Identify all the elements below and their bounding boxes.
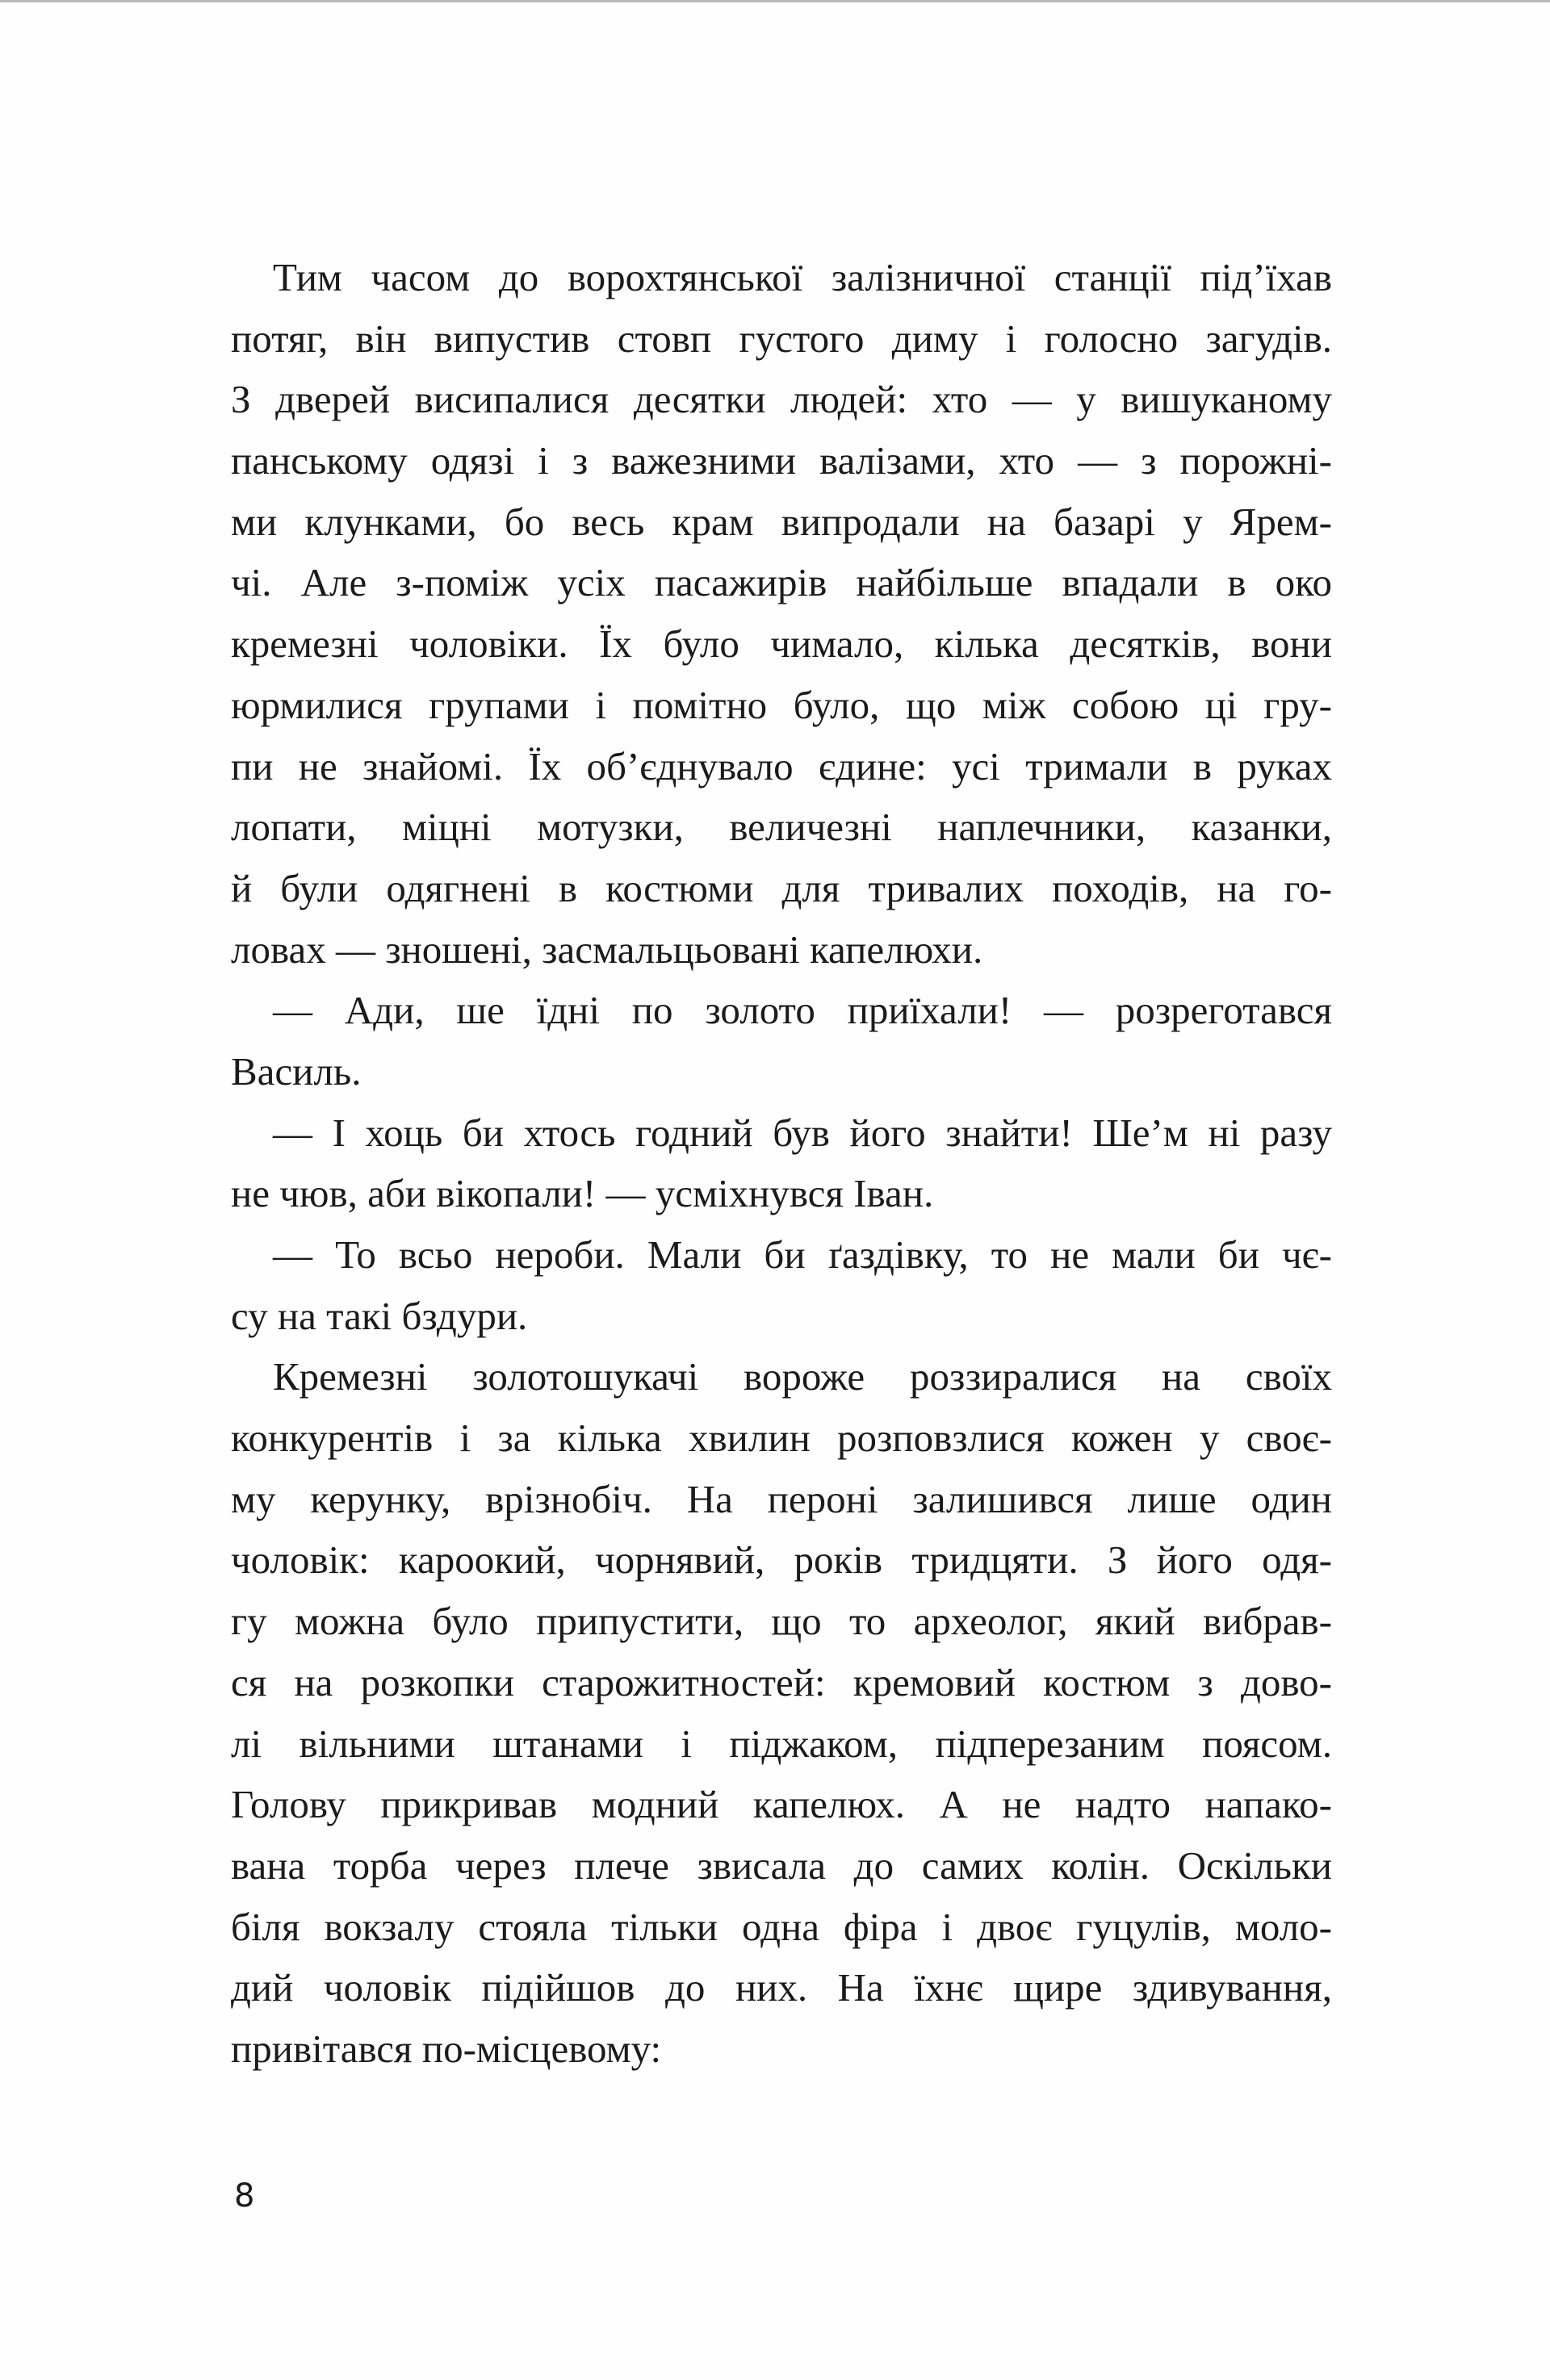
dialogue-line: — Ади, ше їдні по золото приїхали! — розреготався — [273, 988, 1332, 1033]
text-line: пи не знайомі. Їх об’єднувало єдине: усі тримали в руках — [231, 743, 1332, 788]
page-number: 8 — [234, 2177, 255, 2215]
text-line: чі. Але з-поміж усіх пасажирів найбільше впадали в око — [231, 560, 1332, 605]
text-line: кремезні чоловіки. Їх було чимало, кілька десятків, вони — [231, 621, 1332, 667]
text-line: панському одязі і з важезними валізами, хто — з порожні- — [231, 438, 1332, 483]
text-line: му керунку, врізнобіч. На пероні залишився лише один — [231, 1476, 1332, 1521]
page-body-text — [231, 247, 1332, 2080]
text-line: ми клунками, бо весь крам випродали на базарі у Ярем- — [231, 499, 1332, 544]
dialogue-line: — І хоць би хтось годний був його знайти! Ше’м ні разу — [273, 1110, 1332, 1155]
text-line: конкурентів і за кілька хвилин розповзлися кожен у своє- — [231, 1416, 1332, 1461]
text-line: ся на розкопки старожитностей: кремовий костюм з дово- — [231, 1659, 1332, 1704]
text-line: лопати, міцні мотузки, величезні наплечники, казанки, — [231, 805, 1332, 850]
text-line: й були одягнені в костюми для тривалих походів, на го- — [231, 865, 1332, 910]
text-line: не чюв, аби вікопали! — усміхнувся Іван. — [231, 1171, 934, 1216]
text-line: біля вокзалу стояла тільки одна фіра і двоє гуцулів, моло- — [231, 1904, 1332, 1949]
text-line: дий чоловік підійшов до них. На їхнє щире здивування, — [231, 1965, 1332, 2010]
top-border — [0, 0, 1550, 2]
text-line: вана торба через плече звисала до самих колін. Оскільки — [231, 1843, 1332, 1888]
text-line: привітався по-місцевому: — [231, 2026, 662, 2071]
text-line: гу можна було припустити, що то археолог, який вибрав- — [231, 1599, 1332, 1644]
text-line: лі вільними штанами і піджаком, підперезаним поясом. — [231, 1721, 1332, 1766]
text-line: Кремезні золотошукачі вороже роззиралися на своїх — [273, 1354, 1332, 1399]
text-line: Василь. — [231, 1048, 362, 1094]
text-line: чоловік: кароокий, чорнявий, років тридцяти. З його одя- — [231, 1537, 1332, 1583]
text-line: Тим часом до ворохтянської залізничної станції під’їхав — [273, 255, 1332, 299]
text-line: юрмилися групами і помітно було, що між собою ці гру- — [231, 682, 1332, 727]
text-line: З дверей висипалися десятки людей: хто — у вишуканому — [231, 377, 1332, 422]
dialogue-line: — То всьо нероби. Мали би ґаздівку, то не мали би чє- — [273, 1232, 1332, 1277]
text-line: су на такі бздури. — [231, 1293, 528, 1338]
text-line: потяг, він випустив стовп густого диму і голосно загудів. — [231, 316, 1332, 361]
text-line: Голову прикривав модний капелюх. А не надто напако- — [231, 1782, 1332, 1827]
text-line: ловах — зношені, засмальцьовані капелюхи. — [231, 926, 983, 972]
